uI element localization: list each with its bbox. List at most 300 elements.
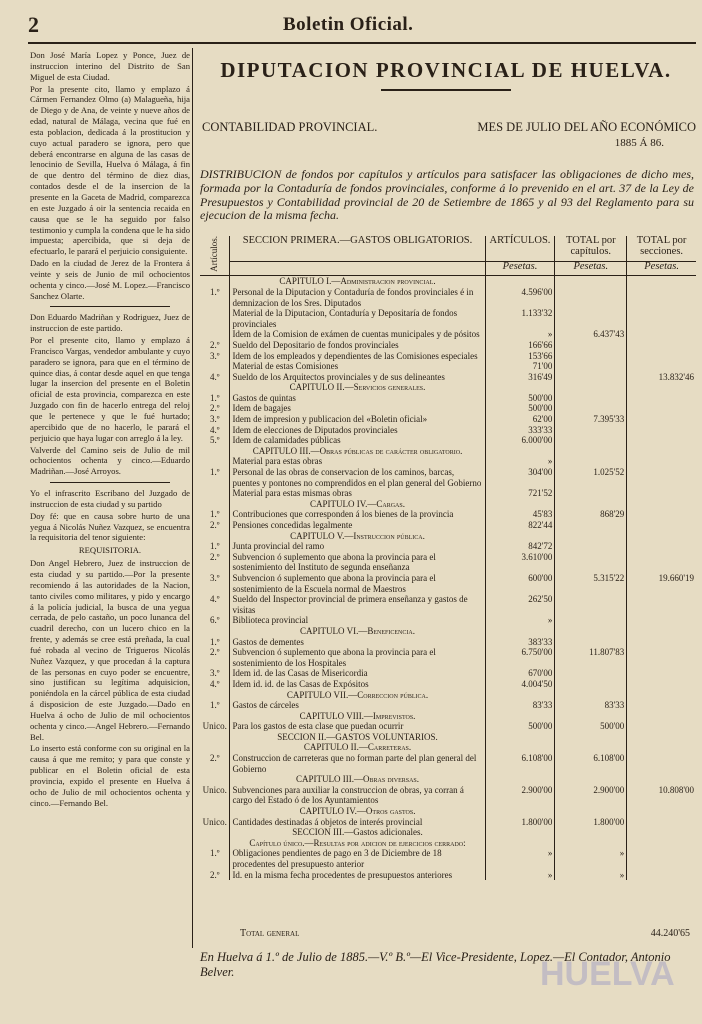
notice-paragraph: Don Eduardo Madriñan y Rodriguez, Juez de instruccion de este partido. — [30, 312, 190, 334]
pesetas-label: Pesetas. — [485, 262, 555, 276]
budget-row — [200, 573, 696, 594]
article-description: CAPITULO III.—Obras públicas de carácter obligatorio. — [252, 445, 463, 456]
article-number — [200, 626, 230, 637]
article-number — [200, 742, 230, 753]
section-total — [627, 753, 696, 774]
chapter-total: 6.108'00 — [555, 753, 627, 774]
article-number: 2.º — [200, 647, 230, 668]
chapter-total: 6.437'43 — [555, 329, 627, 340]
article-number — [200, 488, 230, 499]
article-number: Unico. — [200, 721, 230, 732]
chapter-total — [555, 541, 627, 552]
chapter-total: 7.395'33 — [555, 414, 627, 425]
section-total — [627, 732, 696, 743]
article-number: 5.º — [200, 435, 230, 446]
section-total — [627, 499, 696, 510]
requisitoria-heading: REQUISITORIA. — [78, 545, 142, 556]
section-total: 19.660'19 — [627, 573, 696, 594]
article-amount: 262'50 — [485, 594, 555, 615]
budget-row — [200, 340, 696, 351]
article-amount: 4.004'50 — [485, 679, 555, 690]
article-number — [200, 308, 230, 329]
section-total — [627, 552, 696, 573]
notice-paragraph: Por el presente cito, llamo y emplazo á Francisco Vargas, vendedor ambulante y cuyo paradero se ignora, para que en el término de quince dias, á contar desde aquel en que tenga lugar la insercion del presente en el Boletin oficial de esta provincia, comparezca en este Juzgado con fin de hacerlo entrega del reloj que le pertenece y que le fué hurtado; apercibido que de no hacerlo, le parará el perjuicio que haya lugar con arreglo á la ley. — [30, 335, 190, 443]
budget-row — [200, 721, 696, 732]
article-description: CAPITULO V.—Instruccion pública. — [290, 530, 425, 541]
article-amount — [485, 690, 555, 701]
column-divider — [192, 48, 193, 948]
chapter-row — [200, 774, 696, 785]
chapter-row — [200, 382, 696, 393]
notice-paragraph: Doy fé: que en causa sobre hurto de una yegua á Nicolás Nuñez Vazquez, se encuentra la requisitoria del tenor siguiente: — [30, 510, 190, 543]
article-number: 6.º — [200, 615, 230, 626]
section-total — [627, 276, 696, 287]
article-description: CAPITULO VII.—Correccion pública. — [286, 689, 429, 700]
chapter-total — [555, 838, 627, 849]
section-total — [627, 817, 696, 828]
article-amount — [485, 626, 555, 637]
budget-row — [200, 848, 696, 869]
title-rule — [381, 89, 511, 91]
budget-row — [200, 594, 696, 615]
article-amount: 45'83 — [485, 509, 555, 520]
article-amount — [485, 806, 555, 817]
chapter-total — [555, 287, 627, 308]
section-total — [627, 467, 696, 488]
chapter-total — [555, 308, 627, 329]
article-description: CAPITULO III.—Obras diversas. — [296, 774, 420, 785]
section-total — [627, 827, 696, 838]
chapter-total: » — [555, 848, 627, 869]
chapter-row — [200, 690, 696, 701]
chapter-total — [555, 732, 627, 743]
budget-row — [200, 520, 696, 531]
article-amount: 153'66 — [485, 351, 555, 362]
chapter-total — [555, 340, 627, 351]
chapter-total — [555, 403, 627, 414]
article-number — [200, 711, 230, 722]
chapter-row — [200, 446, 696, 457]
article-amount: 842'72 — [485, 541, 555, 552]
article-amount: » — [485, 615, 555, 626]
chapter-total — [555, 276, 627, 287]
total-general-label: Total general — [240, 928, 300, 939]
chapter-total — [555, 637, 627, 648]
article-description: Junta provincial del ramo — [232, 541, 325, 552]
budget-row — [200, 647, 696, 668]
chapter-total — [555, 742, 627, 753]
budget-row — [200, 403, 696, 414]
budget-row — [200, 351, 696, 362]
section-row — [200, 732, 696, 743]
article-number: 1.º — [200, 848, 230, 869]
article-description: Material de la Diputacion, Contaduría y Depositaría de fondos provinciales — [232, 308, 458, 329]
section-total — [627, 340, 696, 351]
section-total — [627, 351, 696, 362]
budget-row — [200, 753, 696, 774]
article-number — [200, 329, 230, 340]
article-amount — [485, 531, 555, 542]
article-description: SECCION II.—GASTOS VOLUNTARIOS. — [277, 731, 438, 742]
chapter-total — [555, 488, 627, 499]
article-description: CAPITULO IV.—Cargas. — [310, 498, 405, 509]
article-description: Pensiones concedidas legalmente — [232, 520, 353, 530]
section-total — [627, 531, 696, 542]
chapter-row — [200, 626, 696, 637]
article-description: Idem de los empleados y dependientes de las Comisiones especiales — [232, 350, 478, 361]
article-description: Idem de elecciones de Diputados provinciales — [232, 424, 398, 435]
article-description: Sueldo de los Arquitectos provinciales y de sus delineantes — [232, 371, 445, 382]
article-number: 1.º — [200, 541, 230, 552]
chapter-total — [555, 372, 627, 383]
budget-row — [200, 329, 696, 340]
article-number: 1.º — [200, 393, 230, 404]
chapter-total: » — [555, 870, 627, 881]
month-label: MES DE JULIO DEL AÑO ECONÓMICO — [477, 120, 696, 134]
chapter-total — [555, 711, 627, 722]
budget-row — [200, 700, 696, 711]
section-total — [627, 870, 696, 881]
total-general-row — [240, 928, 696, 939]
article-number: 2.º — [200, 340, 230, 351]
article-number: 2.º — [200, 552, 230, 573]
total-general-value: 44.240'65 — [650, 928, 690, 939]
chapter-total: 1.025'52 — [555, 467, 627, 488]
article-description: SECCION III.—Gastos adicionales. — [292, 827, 423, 838]
budget-row — [200, 287, 696, 308]
article-amount — [485, 732, 555, 743]
chapter-total: 2.900'00 — [555, 785, 627, 806]
section-total — [627, 446, 696, 457]
article-number — [200, 276, 230, 287]
article-number — [200, 382, 230, 393]
article-description: Idem id. de las Casas de Misericordia — [232, 668, 368, 679]
article-description: Idem de calamidades públicas — [232, 435, 341, 446]
article-description: Subvencion ó suplemento que abona la provincia para el sostenimiento del Instituto de segunda enseñanza — [232, 551, 436, 573]
article-number: 3.º — [200, 351, 230, 362]
section-total — [627, 456, 696, 467]
article-description: Id. en la misma fecha procedentes de presupuestos anteriores — [232, 869, 453, 880]
article-number — [200, 732, 230, 743]
section-total — [627, 711, 696, 722]
section-total — [627, 848, 696, 869]
section-total — [627, 425, 696, 436]
article-description: Idem de la Comision de exámen de cuentas municipales y de pósitos — [232, 329, 480, 340]
budget-row — [200, 488, 696, 499]
section-total — [627, 668, 696, 679]
chapter-total — [555, 827, 627, 838]
chapter-total — [555, 351, 627, 362]
article-amount — [485, 446, 555, 457]
budget-row — [200, 435, 696, 446]
chapter-total — [555, 668, 627, 679]
article-description: Material para estas mismas obras — [232, 488, 352, 499]
article-number — [200, 827, 230, 838]
library-watermark: HUELVA — [540, 955, 675, 993]
budget-row — [200, 785, 696, 806]
article-description: Idem de bagajes — [232, 403, 291, 414]
chapter-total — [555, 552, 627, 573]
article-description: Contribuciones que corresponden á los bienes de la provincia — [232, 509, 454, 520]
article-number — [200, 446, 230, 457]
chapter-total — [555, 393, 627, 404]
article-amount: 4.596'00 — [485, 287, 555, 308]
article-number: 4.º — [200, 425, 230, 436]
article-number — [200, 774, 230, 785]
section-total — [627, 679, 696, 690]
article-number — [200, 456, 230, 467]
article-description: CAPITULO II.—Carreteras. — [303, 742, 412, 753]
chapter-total: 5.315'22 — [555, 573, 627, 594]
budget-row — [200, 361, 696, 372]
intro-text: DISTRIBUCION de fondos por capítulos y artículos para satisfacer las obligaciones de dicho mes, formada por la Contaduría de fondos provinciales, conforme á lo prevenido en el art. 37 de la Ley de Presupuestos y Contabilidad provincial de 20 de Setiembre de 1865 y al 93 del Reglamento para su ejecucion de la misma fecha. — [200, 167, 694, 223]
article-description: Idem id. id. de las Casas de Expósitos — [232, 678, 369, 689]
notice-paragraph: Don Angel Hebrero, Juez de instruccion de esta ciudad y su partido.—Por la presente recomiendo á las autoridades de la Nacion, tanto civiles como militares, y pido y encargo á la policía judicial, la busca de una yegua cerrada, de pelo castaño, un poco lunanca del cuadril derecho, con un lucero chico en la frente, y además se cree está preñada, la cual fué robada al vecino de Trigueros Nicolás Nuñez Vazquez, y que procedan á la captura de las personas en cuyo poder se encuentre, sino justifican su legítima adquisicion, poniéndola en la cárcel pública de esta ciudad á disposicion de este Juzgado.—Dado en Huelva á ocho de Julio de mil ochocientos ochenta y cinco.—Angel Hebrero.—Fernando Bel. — [30, 558, 190, 742]
article-amount: 500'00 — [485, 403, 555, 414]
article-description: Biblioteca provincial — [232, 615, 309, 626]
chapter-total: 500'00 — [555, 721, 627, 732]
article-amount: 600'00 — [485, 573, 555, 594]
article-description: Gastos de dementes — [232, 636, 304, 647]
article-number: 1.º — [200, 287, 230, 308]
chapter-row — [200, 838, 696, 849]
article-amount — [485, 382, 555, 393]
article-amount: 304'00 — [485, 467, 555, 488]
article-number: Unico. — [200, 785, 230, 806]
article-description: CAPITULO VIII.—Imprevistos. — [299, 710, 416, 721]
budget-row — [200, 552, 696, 573]
section-total — [627, 647, 696, 668]
budget-table — [200, 236, 696, 880]
section-total — [627, 690, 696, 701]
article-amount — [485, 711, 555, 722]
section-total — [627, 626, 696, 637]
article-amount: 1.800'00 — [485, 817, 555, 828]
section-total: 13.832'46 — [627, 372, 696, 383]
left-column — [30, 50, 190, 810]
section-total — [627, 700, 696, 711]
budget-row — [200, 637, 696, 648]
budget-row — [200, 308, 696, 329]
section-total — [627, 414, 696, 425]
article-number — [200, 361, 230, 372]
article-description: CAPITULO II.—Servicios generales. — [289, 382, 426, 393]
article-description: Material de estas Comisiones — [232, 361, 339, 372]
chapter-total — [555, 446, 627, 457]
article-amount: 71'00 — [485, 361, 555, 372]
article-amount: 383'33 — [485, 637, 555, 648]
chapter-total: 1.800'00 — [555, 817, 627, 828]
article-amount: 6.750'00 — [485, 647, 555, 668]
budget-row — [200, 393, 696, 404]
article-number: 1.º — [200, 509, 230, 520]
article-description: Subvencion ó suplemento que abona la provincia para el sostenimiento de la Escuela normal de Maestros — [232, 572, 436, 594]
budget-row — [200, 541, 696, 552]
article-amount — [485, 499, 555, 510]
article-number: 4.º — [200, 372, 230, 383]
article-amount: » — [485, 329, 555, 340]
chapter-total — [555, 361, 627, 372]
chapter-total: 868'29 — [555, 509, 627, 520]
article-amount: 500'00 — [485, 393, 555, 404]
article-amount: 6.000'00 — [485, 435, 555, 446]
article-description: Capítulo único.—Resultas por adicion de ejercicios cerrado: — [249, 837, 466, 848]
article-amount — [485, 827, 555, 838]
notice-paragraph: Yo el infrascrito Escribano del Juzgado de instruccion de esta ciudad y su partido — [30, 488, 190, 509]
article-amount — [485, 276, 555, 287]
section-total — [627, 742, 696, 753]
article-number — [200, 690, 230, 701]
chapter-total — [555, 520, 627, 531]
divider — [50, 482, 170, 483]
page-header — [28, 8, 696, 44]
article-amount — [485, 742, 555, 753]
total-sec-header: TOTAL por secciones. — [627, 236, 696, 262]
budget-row — [200, 467, 696, 488]
article-number: 2.º — [200, 403, 230, 414]
divider — [50, 306, 170, 307]
section-header: SECCION PRIMERA.—GASTOS OBLIGATORIOS. — [230, 236, 485, 262]
article-amount: 166'66 — [485, 340, 555, 351]
article-description: Sueldo del Inspector provincial de primera enseñanza y gastos de visitas — [232, 594, 468, 615]
section-total — [627, 806, 696, 817]
article-amount: » — [485, 870, 555, 881]
articulos-header: ARTÍCULOS. — [485, 236, 555, 262]
chapter-row — [200, 742, 696, 753]
article-amount: 822'44 — [485, 520, 555, 531]
article-amount — [485, 774, 555, 785]
section-total — [627, 287, 696, 308]
article-amount: » — [485, 848, 555, 869]
article-description: Para los gastos de esta clase que puedan ocurrir — [232, 721, 404, 732]
total-cap-header: TOTAL por capítulos. — [555, 236, 627, 262]
article-number: 1.º — [200, 700, 230, 711]
budget-row — [200, 668, 696, 679]
section-total — [627, 435, 696, 446]
article-amount: 1.133'32 — [485, 308, 555, 329]
article-description: Personal de la Diputacion y Contaduría de fondos provinciales é in demnizacion de los Sres. Diputados — [232, 286, 474, 308]
section-total — [627, 361, 696, 372]
chapter-total — [555, 626, 627, 637]
article-amount — [485, 838, 555, 849]
pesetas-label: Pesetas. — [627, 262, 696, 276]
notice-paragraph: Lo inserto está conforme con su original en la causa á que me remito; y para que conste y publicar en el Boletin oficial de esta provincia, expido el presente en Huelva á ocho de Julio de mil ochocientos ochenta y cinco.—Fernando Bel. — [30, 743, 190, 808]
article-number: 3.º — [200, 573, 230, 594]
article-number — [200, 838, 230, 849]
fiscal-year: 1885 Á 86. — [614, 137, 664, 149]
budget-row — [200, 870, 696, 881]
article-number — [200, 806, 230, 817]
article-description: Idem de impresion y publicacion del «Boletin oficial» — [232, 414, 428, 425]
article-description: Obligaciones pendientes de pago en 3 de Diciembre de 18 procedentes del presupuesto anterior — [232, 848, 442, 869]
article-amount: 2.900'00 — [485, 785, 555, 806]
article-description: CAPITULO VI.—Beneficencia. — [300, 625, 415, 636]
section-row — [200, 827, 696, 838]
article-description: Cantidades destinadas á objetos de interés provincial — [232, 816, 423, 827]
budget-row — [200, 679, 696, 690]
article-description: Sueldo del Depositario de fondos provinciales — [232, 339, 399, 350]
chapter-total — [555, 531, 627, 542]
chapter-total — [555, 594, 627, 615]
chapter-row — [200, 499, 696, 510]
article-description: Gastos de quintas — [232, 392, 296, 403]
section-total — [627, 308, 696, 329]
blank-header — [230, 262, 485, 276]
chapter-row — [200, 806, 696, 817]
article-number: 3.º — [200, 414, 230, 425]
article-amount: 3.610'00 — [485, 552, 555, 573]
article-number: 2.º — [200, 520, 230, 531]
article-description: CAPITULO I.—Administracion provincial. — [279, 276, 436, 287]
section-total — [627, 774, 696, 785]
budget-row — [200, 372, 696, 383]
chapter-total — [555, 806, 627, 817]
chapter-total — [555, 690, 627, 701]
section-total — [627, 403, 696, 414]
article-number: 4.º — [200, 679, 230, 690]
chapter-total: 83'33 — [555, 700, 627, 711]
section-total — [627, 637, 696, 648]
chapter-total — [555, 615, 627, 626]
section-total — [627, 520, 696, 531]
chapter-total: 11.807'83 — [555, 647, 627, 668]
chapter-total — [555, 382, 627, 393]
article-number: 2.º — [200, 870, 230, 881]
section-total — [627, 393, 696, 404]
article-number: 4.º — [200, 594, 230, 615]
section-total — [627, 838, 696, 849]
right-column — [196, 48, 696, 223]
pesetas-label: Pesetas. — [555, 262, 627, 276]
article-description: Gastos de cárceles — [232, 700, 299, 711]
article-amount: 333'33 — [485, 425, 555, 436]
budget-row — [200, 615, 696, 626]
chapter-total — [555, 435, 627, 446]
budget-row — [200, 817, 696, 828]
section-total: 10.808'00 — [627, 785, 696, 806]
section-total — [627, 329, 696, 340]
article-number: 3.º — [200, 668, 230, 679]
notice-paragraph: Dado en la ciudad de Jerez de la Frontera á veinte y seis de Junio de mil ochocientos ochenta y cinco.—José M. Lopez.—Francisco Sanchez Olarte. — [30, 258, 190, 301]
article-number — [200, 499, 230, 510]
article-description: Personal de las obras de conservacion de los caminos, barcas, puentes y pontones no comprendidos en el plan general del Gobierno — [232, 467, 482, 488]
org-title: DIPUTACION PROVINCIAL DE HUELVA. — [220, 58, 672, 82]
notice-paragraph: Valverde del Camino seis de Julio de mil ochocientos ochenta y cinco.—Eduardo Madriñan.—José Arroyos. — [30, 444, 190, 477]
signature-footer: En Huelva á 1.º de Julio de 1885.—V.º B.º—El Vice-Presidente, Lopez.—El Contador, Antonio Belver. — [200, 950, 671, 979]
chapter-total — [555, 425, 627, 436]
chapter-total — [555, 456, 627, 467]
section-total — [627, 382, 696, 393]
chapter-row — [200, 531, 696, 542]
section-total — [627, 488, 696, 499]
chapter-row — [200, 711, 696, 722]
chapter-total — [555, 499, 627, 510]
budget-row — [200, 414, 696, 425]
article-number: 1.º — [200, 637, 230, 648]
section-total — [627, 594, 696, 615]
notice-paragraph: Don José María Lopez y Ponce, Juez de instruccion interino del Distrito de San Miguel de esta Ciudad. — [30, 50, 190, 82]
notice-paragraph: Por la presente cito, llamo y emplazo á Cármen Fernandez Olmo (a) Malagueña, hija de Diego y de Ana, de veinte y nueve años de edad, natural de Málaga, vecina que fué en esta poblacion, dedicada á la prostitucion y cuyo actual paradero se ignora, pero que deberá encontrarse en alguna de las casas de lenocinio de Sevilla, Huelva ó Málaga, á fin de que dentro del término de diez dias, contados desde el de la insercion de la presente en la Gaceta de Madrid, comparezca en este Juzgado á oir la sentencia recaida en causa que se le ha seguido por falso testimonio y cumpla la condena que le ha sido impuesta; apercibida, que si deja de efectuarlo, le parará el perjuicio consiguiente. — [30, 83, 190, 257]
articulos-side-header: Artículos. — [200, 236, 230, 276]
section-total — [627, 615, 696, 626]
chapter-row — [200, 276, 696, 287]
article-number: Unico. — [200, 817, 230, 828]
budget-row — [200, 456, 696, 467]
article-amount: 721'52 — [485, 488, 555, 499]
article-description: CAPITULO IV.—Otros gastos. — [299, 806, 416, 817]
article-amount: 316'49 — [485, 372, 555, 383]
chapter-total — [555, 679, 627, 690]
